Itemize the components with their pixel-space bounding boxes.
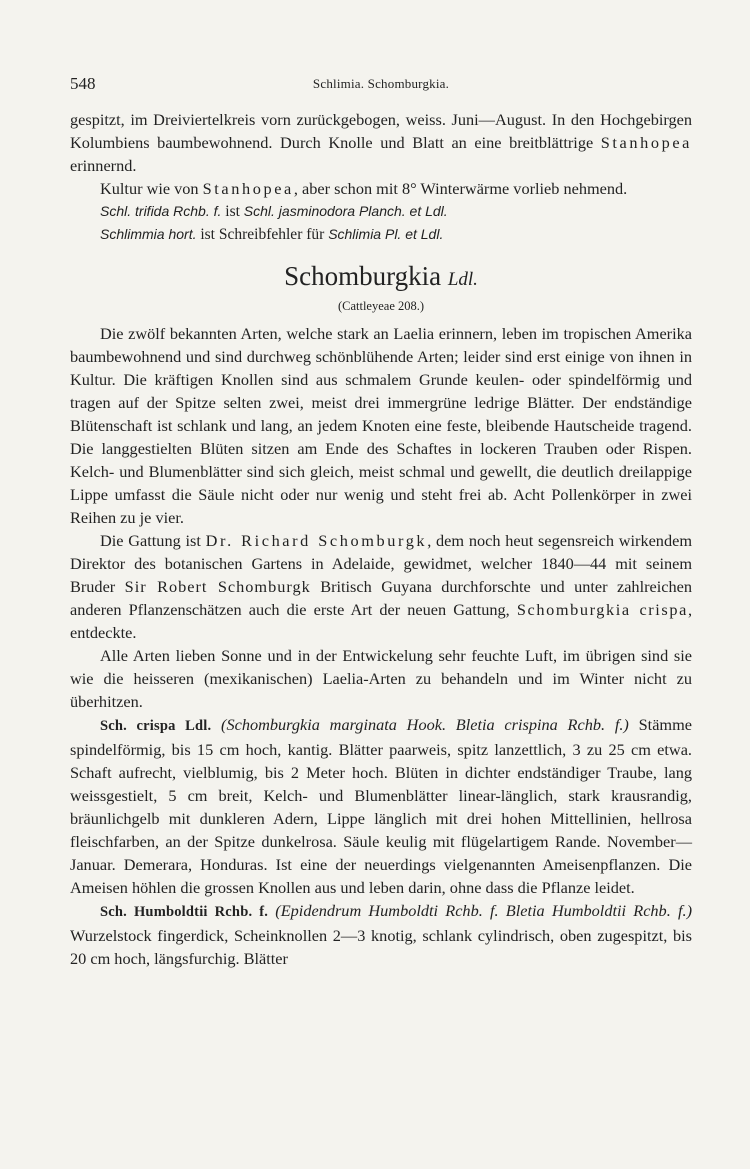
species-entry: Sch. crispa Ldl. (Schomburgkia marginata Hook. Bletia crispina Rchb. f.) Stämme spindelförmig, bis 15 cm hoch, kantig. Blätter paarweis, spitz lanzettlich, 3 zu 25 cm etwa. Schaft aufrecht, vielblumig, bis 2 Meter hoch. Blüten in dichter endständiger Traube, lang weissgestielt, 5 cm breit, Kelch- und Blumenblätter linear-länglich, stark krausrandig, bräunlichgelb mit dunkleren Adern, Lippe länglich mit drei hohen Mittellinien, hellrosa fleischfarben, an der Spitze dunkelrosa. Säule keulig mit flügelartigem Rande. November—Januar. Demerara, Honduras. Ist eine der neuerdings vielgenannten Ameisenpflanzen. Die Ameisen höhlen die grossen Knollen aus und leben darin, ohne dass die Pflanze leidet. xyxy=(70,715,692,897)
running-head xyxy=(70,74,692,96)
genus-title: Schomburgkia Ldl. xyxy=(284,261,478,291)
intro-paragraph-2: Kultur wie von Stanhopea, aber schon mit 8° Winterwärme vorlieb nehmend. xyxy=(100,179,628,198)
page-text xyxy=(70,108,692,970)
body-paragraph-1: Die zwölf bekannten Arten, welche stark an Laelia erinnern, leben im tropischen Amerika baumbewohnend und sind durchweg schönblühende Arten; leider sind erst einige von ihnen in Kultur. Die kräftigen Knollen sind aus schmalem Grunde keulen- oder spindelförmig und tragen auf der Spitze selten zwei, meist drei immergrüne ledrige Blätter. Der endständige Blütenschaft ist schlank und lang, an jedem Knoten eine feste, bleibende Hautscheide tragend. Die langgestielten Blüten sitzen am Ende des Schaftes in lockeren Trauben oder Rispen. Kelch- und Blumenblätter sind sich gleich, meist schmal und gewellt, die deutlich dreilappige Lippe umfasst die Säule nicht oder nur wenig und steht frei ab. Acht Pollenkörper in zwei Reihen zu je vier. xyxy=(70,324,692,527)
species-synonyms: (Epidendrum Humboldti Rchb. f. Bletia Humboldtii Rchb. f.) xyxy=(275,901,692,920)
body-paragraph-2: Die Gattung ist Dr. Richard Schomburgk, dem noch heut segensreich wirkendem Direktor des botanischen Gartens in Adelaide, gewidmet, welcher 1840—44 mit seinem Bruder Sir Robert Schomburgk Britisch Guyana durchforschte und unter zahlreichen anderen Pflanzenschätzen auch die erste Art der neuen Gattung, Schomburgkia crispa, entdeckte. xyxy=(70,531,693,642)
genus-tribe: (Cattleyeae 208.) xyxy=(337,299,425,313)
body-paragraph-3: Alle Arten lieben Sonne und in der Entwickelung sehr feuchte Luft, im übrigen sind sie wie die heisseren (mexikanischen) Laelia-Arten zu behandeln und im Winter nicht zu überhitzen. xyxy=(70,646,692,711)
species-name: Sch. Humboldtii Rchb. f. xyxy=(100,904,269,920)
intro-paragraph-1: gespitzt, im Dreiviertelkreis vorn zurückgebogen, weiss. Juni—August. In den Hochgebirgen Kolumbiens baumbewohnend. Durch Knolle und Blatt an eine breitblättrige Stanhopea erinnernd. xyxy=(70,110,692,175)
genus-heading xyxy=(70,261,692,315)
species-entry: Sch. Humboldtii Rchb. f. (Epidendrum Humboldti Rchb. f. Bletia Humboldtii Rchb. f.) Wurzelstock fingerdick, Scheinknollen 2—3 knotig, schlank cylindrisch, oben zugespitzt, bis 20 cm hoch, längsfurchig. Blätter xyxy=(70,901,692,968)
reference-line: Schl. trifida Rchb. f. ist Schl. jasminodora Planch. et Ldl. xyxy=(100,203,448,220)
reference-line: Schlimmia hort. ist Schreibfehler für Schlimia Pl. et Ldl. xyxy=(100,226,444,243)
species-synonyms: (Schomburgkia marginata Hook. Bletia crispina Rchb. f.) xyxy=(221,715,629,734)
species-name: Sch. crispa Ldl. xyxy=(100,718,212,734)
running-title: Schlimia. Schomburgkia. xyxy=(312,76,450,91)
page-number: 548 xyxy=(70,74,96,93)
